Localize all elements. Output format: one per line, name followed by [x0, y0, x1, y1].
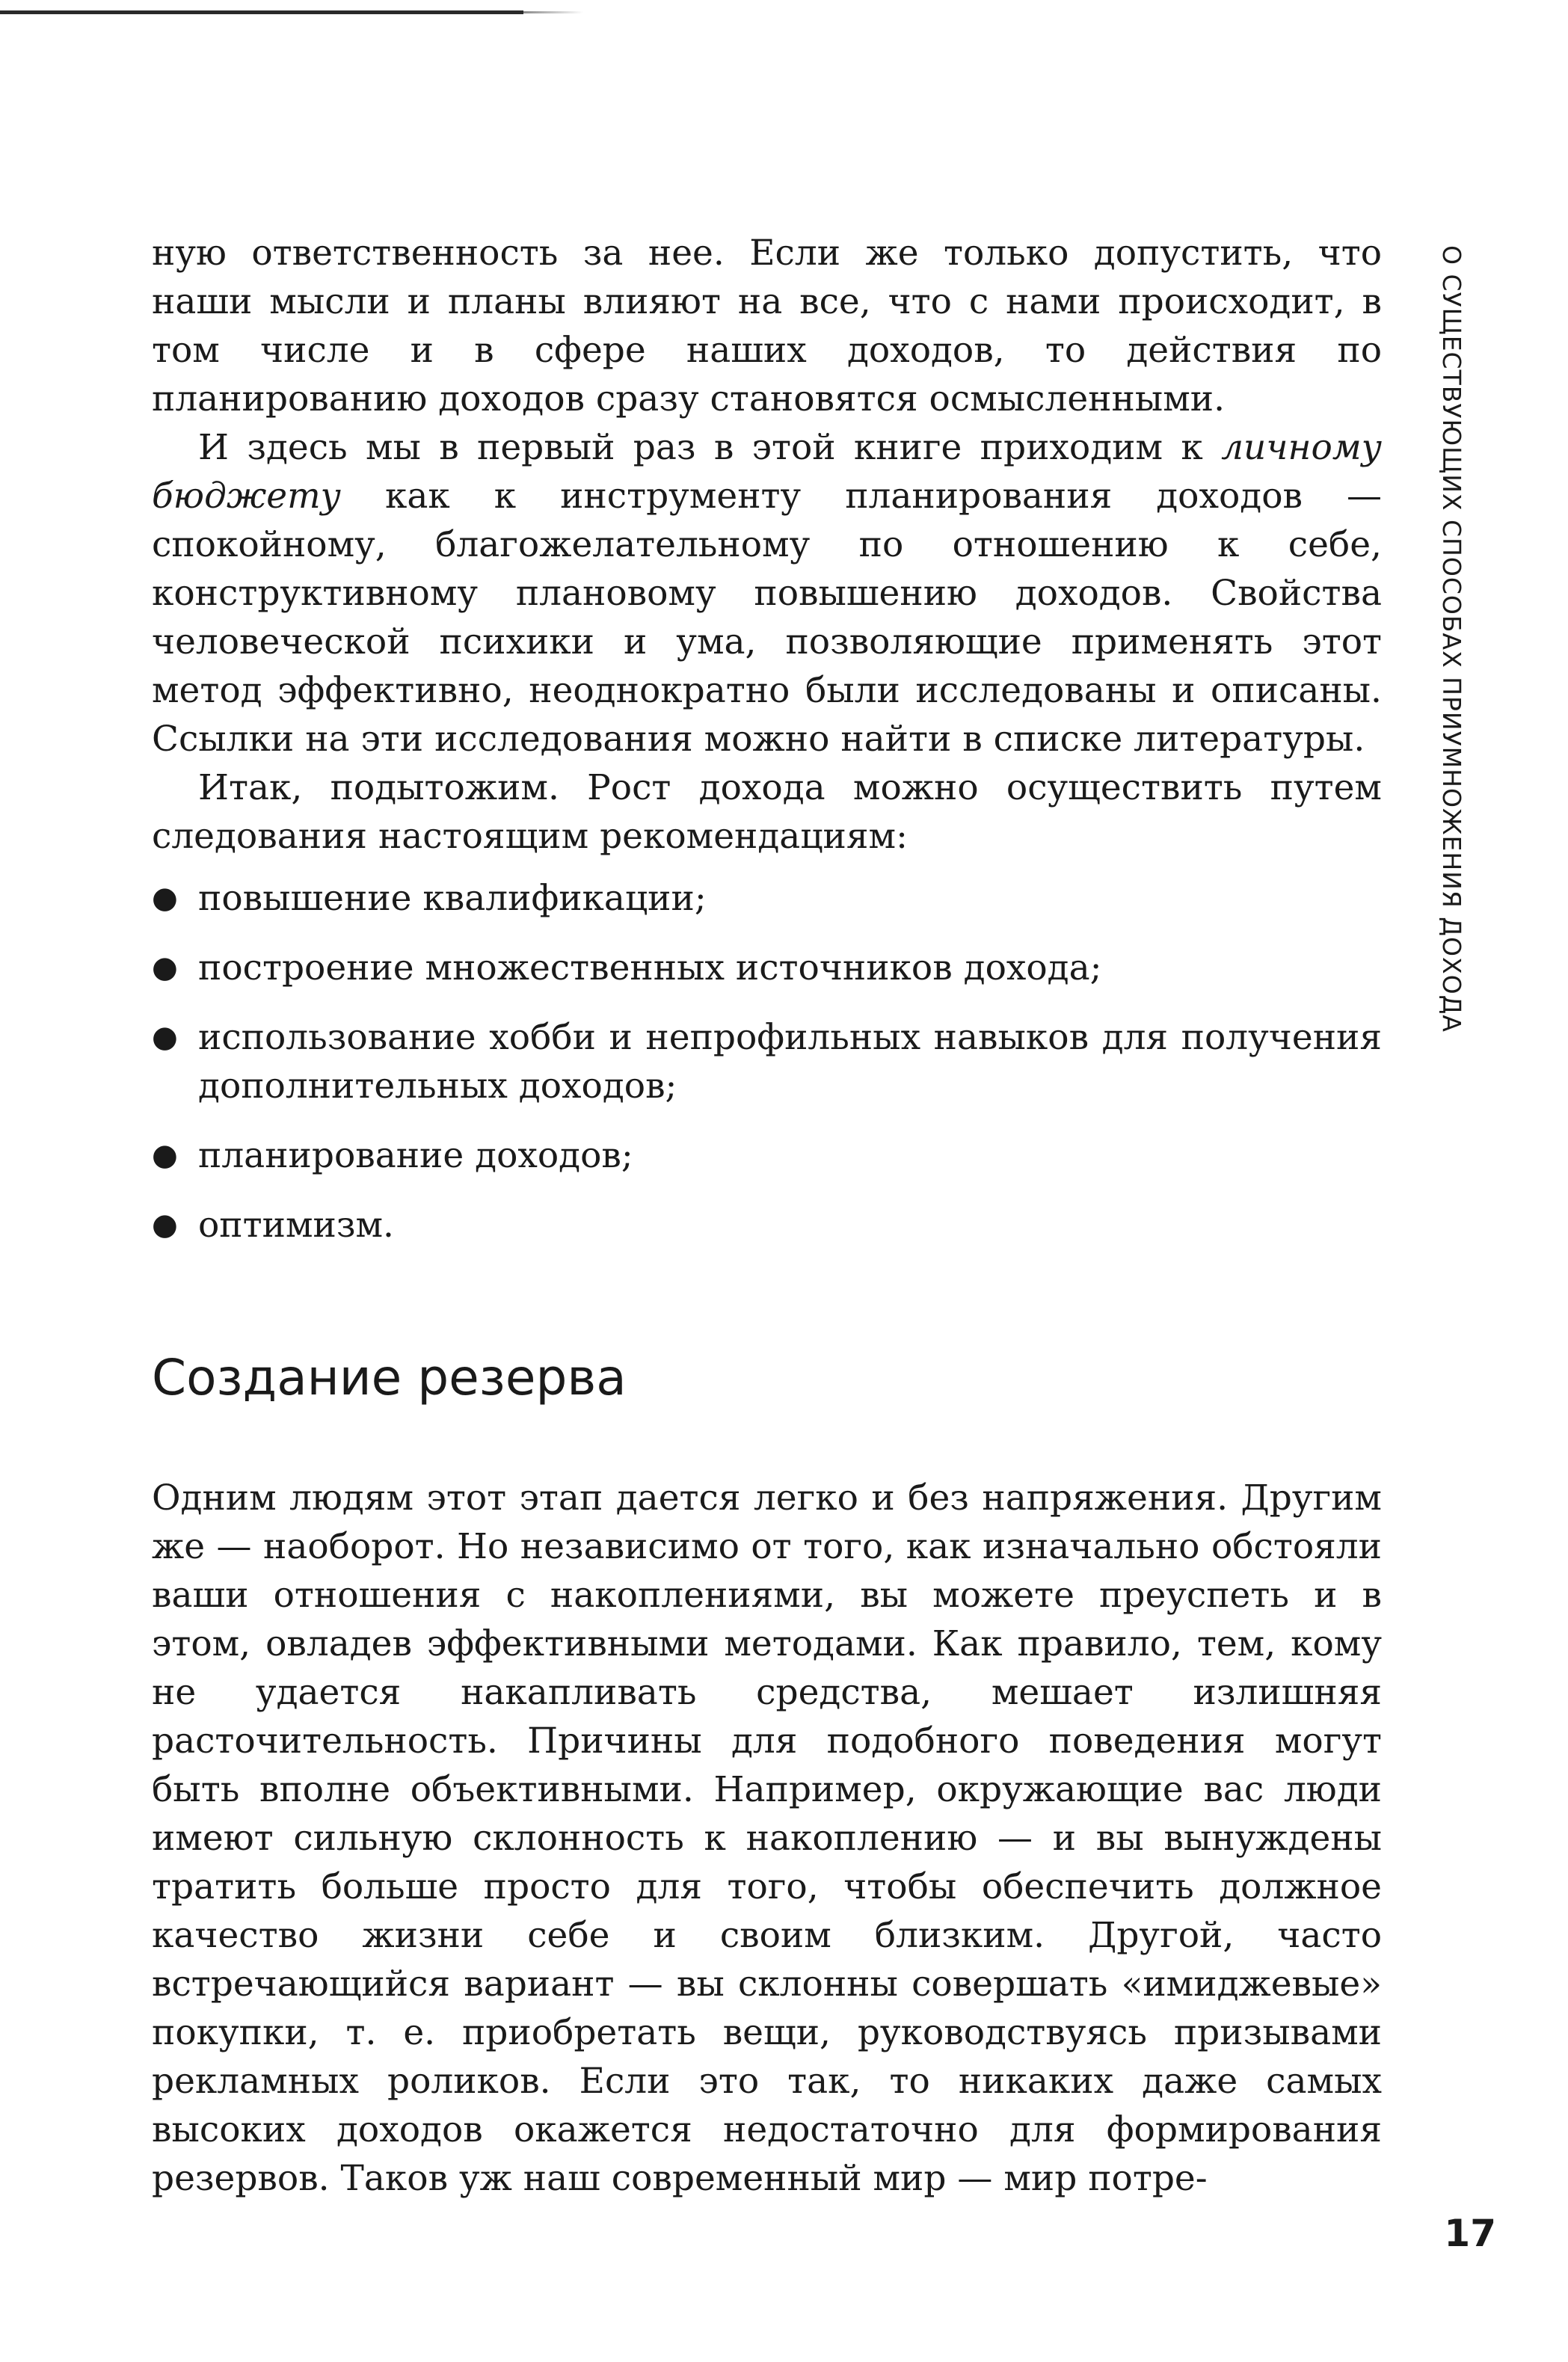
page-number: 17	[1444, 2212, 1496, 2255]
paragraph-intro-3: Итак, подытожим. Рост дохода можно осуществить путем следования настоящим рекомендациям:	[152, 767, 1382, 857]
section-heading: Создание резерва	[152, 1349, 627, 1406]
list-item	[152, 944, 1382, 992]
list-item	[152, 1013, 1382, 1110]
list-item-text: построение множественных источников дохода;	[198, 947, 1102, 988]
bullet-icon: ●	[152, 1138, 178, 1172]
bullet-icon: ●	[152, 1020, 178, 1054]
bullet-icon: ●	[152, 950, 178, 985]
list-item	[152, 1131, 1382, 1180]
top-rule	[0, 10, 523, 14]
recommendation-list	[152, 874, 1382, 1249]
paragraph-intro-2	[152, 423, 1382, 763]
list-item-text: оптимизм.	[198, 1205, 394, 1246]
bullet-icon: ●	[152, 881, 178, 915]
page-body	[152, 229, 1382, 2203]
top-rule-fade	[523, 11, 583, 13]
list-item	[152, 874, 1382, 923]
list-item	[152, 1201, 1382, 1249]
list-item-text: использование хобби и непрофильных навыков для получения дополнительных доходов;	[198, 1017, 1382, 1107]
paragraph-intro-2-start: И здесь мы в первый раз в этой книге приходим к	[198, 427, 1222, 468]
bullet-icon: ●	[152, 1208, 178, 1242]
list-item-text: планирование доходов;	[198, 1135, 633, 1176]
list-item-text: повышение квалификации;	[198, 878, 707, 919]
paragraph-section-body: Одним людям этот этап дается легко и без напряжения. Другим же — наоборот. Но независимо от того, как изначально обстояли ваши отношения с накоплениями, вы можете преуспеть и в этом, овладев эффективными методами. Как правило, тем, кому не удается накапливать средства, мешает излишняя расточительность. Причины для подобного поведения могут быть вполне объективными. Например, окружающие вас люди имеют сильную склонность к накоплению — и вы вынуждены тратить больше просто для того, чтобы обеспечить должное качество жизни себе и своим близким. Другой, часто встречающийся вариант — вы склонны совершать «имиджевые» покупки, т. е. приобретать вещи, руководствуясь призывами рекламных роликов. Если это так, то никаких даже самых высоких доходов окажется недостаточно для формирования резервов. Таков уж наш современный мир — мир потре-	[152, 1477, 1382, 2199]
paragraph-intro-1: ную ответственность за нее. Если же только допустить, что наши мысли и планы влияют на все, что с нами происходит, в том числе и в сфере наших доходов, то действия по планированию доходов сразу становятся осмысленными.	[152, 233, 1382, 419]
paragraph-intro-2-rest: как к инструменту планирования доходов — спокойному, благожелательному по отношению к себе, конструктивному плановому повышению доходов. Свойства человеческой психики и ума, позволяющие применять этот метод эффективно, неоднократно были исследованы и описаны. Ссылки на эти исследования можно найти в списке литературы.	[152, 476, 1382, 760]
personal-budget-term: личному бюджету	[152, 427, 1382, 517]
running-head: О СУЩЕСТВУЮЩИХ СПОСОБАХ ПРИУМНОЖЕНИЯ ДОХОДА	[1437, 245, 1466, 1033]
